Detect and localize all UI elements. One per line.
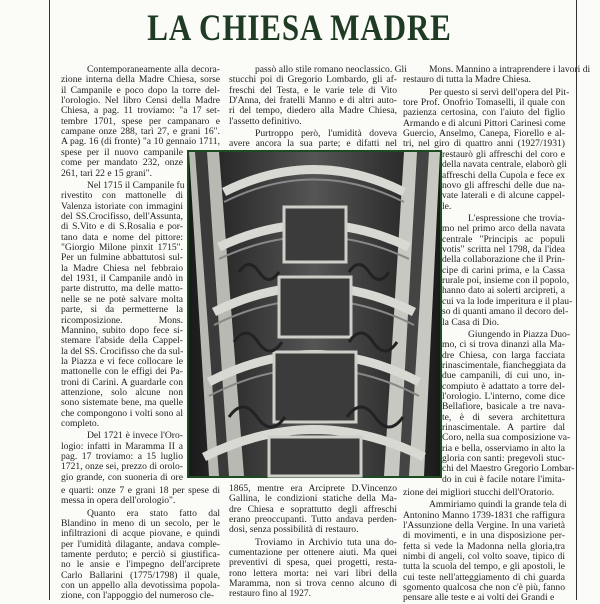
paragraph <box>442 328 575 485</box>
text-line: so di quanti amano il decoro del- <box>442 306 569 318</box>
text-line: Antonino Manno 1739-1831 che raffigura <box>403 509 565 521</box>
text-line: Chiesa, a pag. 11 troviamo: "a 17 set- <box>61 105 220 117</box>
paragraph <box>442 213 573 328</box>
page-frame-left-line <box>49 0 50 600</box>
text-line: L'espressione che trovia- <box>468 213 565 225</box>
text-line: di movimenti, e in una disposizione per- <box>403 530 565 542</box>
paragraph <box>403 488 565 498</box>
column-middle-top-text <box>229 64 407 150</box>
text-line: tri, nel giro di quattro anni (1927/1931) <box>403 138 565 150</box>
text-line: dre Chiesa, con larga facciata <box>442 349 565 361</box>
column-left-beside-photo-text <box>61 148 183 483</box>
text-line: Guercio, Anselmo, Canepa, Fiorello e al- <box>403 128 565 140</box>
text-line: tutta la scuola del tempo, e gli apostoli, le <box>403 561 565 573</box>
text-line: la Madre Chiesa nel febbraio <box>61 262 183 274</box>
text-line: Troviamo in Archivio tuta una do- <box>255 536 397 548</box>
page-frame-right-line <box>576 0 577 600</box>
text-line: 1721, onze sei, prezzo di orolo- <box>61 461 183 473</box>
text-line: D'Anna, dei fratelli Manno e di altri auto- <box>229 95 397 107</box>
text-line: tore Prof. Onofrio Tomaselli, il quale con <box>403 97 565 109</box>
column-right-top-text <box>403 64 591 150</box>
vault-ceiling-image <box>189 152 440 476</box>
text-line: sgomento qualcosa che non c'è più, fanno <box>403 582 565 594</box>
text-line: rono lettera morta: nei vari libri della <box>229 567 397 579</box>
text-line: nelle se ne potè salvare molta <box>61 293 183 305</box>
text-line: gio grande, con suoneria di ore <box>61 471 183 483</box>
text-line: cui teste nell'atteggiamento di chi guarda <box>403 571 565 583</box>
text-line: rinascimentale, fiancheggiata da <box>442 359 566 371</box>
text-line: parte, si da permetterne la <box>61 304 183 316</box>
text-line: Nel 1715 il Campanile fu <box>87 180 185 192</box>
text-line: restauro fino al 1927. <box>229 588 312 600</box>
text-line: zione, con l'appoggio del numeroso cle- <box>61 590 215 602</box>
text-line: infiltrazioni di acque piovane, e quindi <box>61 528 220 540</box>
text-line: Mannino, subito dopo fece si- <box>61 324 183 336</box>
text-line: novo gli affreschi delle due na- <box>442 180 565 192</box>
paragraph <box>61 431 183 483</box>
text-line: ricomposizione. Mons. <box>61 314 183 326</box>
text-line: erano preoccupanti. Tutto andava perden- <box>229 514 397 526</box>
text-line: cipe di carini prima, e la Cassa <box>442 264 565 276</box>
text-line: l'orologio. Nel libro Censi della Madre <box>61 95 220 107</box>
text-line: stemare l'abside della Cappel- <box>61 335 183 347</box>
text-line: Bellafiore, basicale a tre nava- <box>442 401 565 413</box>
text-line: avere ancora la sua parte; e difatti nel <box>229 138 397 150</box>
paragraph <box>229 538 397 600</box>
text-line: dosi, senza possibilità di restauro. <box>229 524 359 536</box>
text-line: Carlo Ballarini (1775/1798) il quale, <box>61 569 220 581</box>
paragraph <box>61 65 220 148</box>
text-line: ria e bella, osserviamo in alto la <box>442 442 565 454</box>
column-right-beside-photo-text <box>442 149 575 485</box>
text-line: centrale "Principis ac populi <box>442 233 565 245</box>
column-left-bottom-text <box>61 486 220 602</box>
text-line: preventivi di spesa, quei progetti, resta- <box>229 557 397 569</box>
column-left-top-text <box>61 65 220 148</box>
text-line: l'Assunzione della Vergine. In una varietà <box>403 520 565 532</box>
paragraph <box>403 86 570 150</box>
text-line: te, è di severa architettura <box>442 411 565 423</box>
church-vault-photo <box>187 150 442 478</box>
text-line: del SS.Crocifisso, dell'Assunta, <box>61 211 183 223</box>
text-line: dre Chiesa e soprattutto degli affreschi <box>229 503 397 515</box>
text-line: votis" scritta nel 1798, da l'idea <box>442 244 565 256</box>
text-line: cui va la lode imperitura e il plau- <box>442 295 573 307</box>
text-line: 1865, mentre era Arciprete D.Vincenzo <box>229 483 397 494</box>
text-line: ri del tempo, diedero alla Madre Chiesa, <box>229 105 397 117</box>
text-line: pag. 17 troviamo: a 15 luglio <box>61 450 183 462</box>
text-line: Per questo si servì dell'opera del Pit- <box>429 86 570 98</box>
paragraph <box>61 181 183 429</box>
text-line: passò allo stile romano neoclassico. Gli <box>255 64 407 75</box>
text-line: di S.Vito e di S.Rosalia e por- <box>61 221 183 233</box>
paragraph <box>229 129 397 150</box>
text-line: la del SS. Crocifisso che da sul- <box>61 345 184 357</box>
text-line: Blandino in meno di un secolo, per le <box>61 518 220 530</box>
text-line: per l'umidità dilagante, andava comple- <box>61 538 220 550</box>
text-line: campane onze 288, tarì 27, e grani 16". <box>61 126 220 138</box>
text-line: Purtroppo però, l'umidità doveva <box>255 128 397 140</box>
text-line: spese per il nuovo campanile <box>61 147 183 158</box>
text-line: del 1931, il Campanile andò in <box>61 273 183 285</box>
text-line: Mons. Mannino a intraprendere i lavori di <box>429 64 591 75</box>
column-right-bottom-text <box>403 488 565 604</box>
text-line: della navata centrale, elaborò gli <box>442 159 567 171</box>
text-line: il Campanile e poco dopo la torre del- <box>61 84 220 96</box>
text-line: Contemporaneamente alla decora- <box>87 64 220 75</box>
text-line: parte distrutto, ma delle matto- <box>61 283 183 295</box>
text-line: no le ansie e l'impegno dell'arciprete <box>61 559 220 571</box>
text-line: mo nel primo arco della navata <box>442 223 565 235</box>
text-line: l'orologio. L'interno, come dice <box>442 390 565 402</box>
paragraph <box>403 500 565 603</box>
text-line: cumentazione per ottenere aiuti. Ma quei <box>229 547 397 559</box>
text-line: rinascimentale. A partire dal <box>442 421 565 433</box>
text-line: chi del Maestro Gregorio Lombar- <box>442 463 575 475</box>
text-line: logio: infatti in Maramma II a <box>61 440 183 452</box>
text-line: pazienza certosina, con l'aiuto del figlio <box>403 107 565 119</box>
text-line: restauro di tutta la Madre Chiesa. <box>403 74 531 86</box>
text-line: e quarti: onze 7 e grani 18 per spese di <box>61 485 220 496</box>
text-line: Per un fulmine abbattutosi sul- <box>61 252 183 264</box>
text-line: della collaborazione che il Prin- <box>442 254 565 266</box>
text-line: zione interna della Madre Chiesa, sorse <box>61 74 220 86</box>
text-line: rivestito con mattonelle di <box>61 190 183 202</box>
text-line: Maramma, non si trova cenno alcuno di <box>229 578 397 590</box>
text-line: A pag. 16 (di fronte) "a 10 gennaio 1711, <box>61 136 220 148</box>
paragraph <box>442 150 565 212</box>
text-line: Gallina, le condizioni statiche della Ma- <box>229 493 397 505</box>
text-line: mattonelle con le effigi dei Pa- <box>61 366 183 378</box>
text-line: la Casa di Dio. <box>442 316 500 328</box>
text-line: mo, ci si trova dinanzi alla Ma- <box>442 339 565 351</box>
text-line: messa in opera dell'orologio". <box>61 495 176 507</box>
text-line: Armando e di alcuni Pittori Carinesi come <box>403 117 566 129</box>
text-line: due campanili, di cui uno, in- <box>442 370 565 382</box>
text-line: Valenza istoriate con immagini <box>61 200 183 212</box>
text-line: tembre 1701, spese per campanaro e <box>61 115 220 127</box>
text-line: con un appello alla devotissima popola- <box>61 580 220 592</box>
article-title: LA CHIESA MADRE <box>147 8 452 49</box>
text-line: "Giorgio Milone pinxit 1715". <box>61 242 183 254</box>
text-line: che compongono i volti sono al <box>61 407 183 419</box>
text-line: fetta si vede la Madonna nella gloria,tra <box>403 540 565 552</box>
text-line: do in cui è facile notare l'imita- <box>442 473 565 485</box>
text-line: sono sistemate bene, ma quelle <box>61 397 183 409</box>
text-line: Ammiriamo quindi la grande tela di <box>429 499 567 511</box>
text-line: stucchi poi di Gregorio Lombardo, gli af- <box>229 74 397 86</box>
column-middle-bottom-text <box>229 484 397 600</box>
text-line: attenzione, solo alcune non <box>61 386 183 398</box>
text-line: completo. <box>61 417 100 429</box>
text-line: la Piazza e vi fece collocare le <box>61 355 183 367</box>
text-line: zione dei migliori stucchi dell'Oratorio. <box>403 487 555 498</box>
text-line: pensare alle teste e ai volti dei Grandi e <box>403 592 555 604</box>
text-line: nimbi di angeli, col volto soave, tipico di <box>403 551 565 563</box>
text-line: rurale poi, insieme con il popolo, <box>442 275 570 287</box>
text-line: restaurò gli affreschi del coro e <box>442 149 565 160</box>
text-line: affreschi della Cupola e fece ex <box>442 169 565 181</box>
text-line: Quanto era stato fatto dal <box>87 507 220 519</box>
text-line: troni di Carini. A guardarle con <box>61 376 183 388</box>
paragraph <box>229 64 407 127</box>
text-line: come per mandato 232, onze <box>61 157 183 169</box>
text-line: Coro, nella sua composizione va- <box>442 432 571 444</box>
paragraph <box>61 486 220 507</box>
paragraph <box>403 64 591 86</box>
text-line: tamente perduto; e perciò si giustifica- <box>61 549 220 561</box>
text-line: hanno dato ai solerti arcipreti, a <box>442 285 565 297</box>
text-line: Del 1721 è invece l'Oro- <box>87 430 183 442</box>
paragraph <box>229 484 397 536</box>
text-line: vate laterali e di alcune cappel- <box>442 190 565 202</box>
paragraph <box>61 148 183 179</box>
text-line: tano data e nome del pittore: <box>61 231 183 243</box>
text-line: gloria con santi: pregevoli stuc- <box>442 452 565 464</box>
text-line: compiuto è adattato a torre del- <box>442 380 565 392</box>
text-line: l'assetto definitivo. <box>229 115 302 127</box>
text-line: Giungendo in Piazza Duo- <box>468 328 571 340</box>
text-line: freschi del Testa, e le varie tele di Vito <box>229 84 397 96</box>
text-line: le. <box>442 200 452 212</box>
paragraph <box>61 509 220 602</box>
text-line: 261, tarì 22 e 15 grani". <box>61 167 153 179</box>
